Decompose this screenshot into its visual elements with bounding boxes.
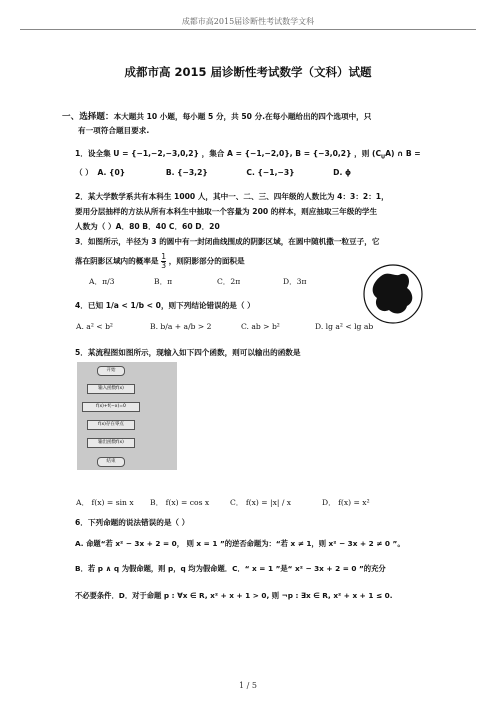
q3-option-a: A．π/3 bbox=[89, 277, 115, 286]
q5-option-c: C． f(x) = |x| / x bbox=[230, 498, 292, 507]
q1-stem bbox=[75, 148, 421, 161]
q3-line2 bbox=[75, 253, 245, 270]
q6-stem: 6．下列命题的说法错误的是（ ） bbox=[75, 518, 190, 527]
q1-option-c: C. {−1,−3} bbox=[246, 168, 295, 177]
q3-line1: 3．如图所示，半径为 3 的圆中有一封闭曲线围成的阴影区域，在圆中随机撒一粒豆子，它 bbox=[75, 237, 380, 246]
q4-option-b: B. b/a + a/b > 2 bbox=[150, 322, 212, 331]
q5-stem: 5．某流程图如图所示，现输入如下四个函数，则可以输出的函数是 bbox=[75, 348, 301, 357]
q4-option-c: C. ab > b² bbox=[241, 322, 280, 331]
q1-option-a: A. {0} bbox=[97, 168, 126, 177]
section1-line1 bbox=[62, 110, 371, 122]
q1-sub: U bbox=[381, 154, 386, 161]
q5-option-d: D． f(x) = x² bbox=[322, 498, 370, 507]
q4-option-a: A. a² < b² bbox=[76, 322, 113, 331]
q1-text-end: A) ∩ B = bbox=[385, 149, 421, 158]
q6-line-bc: B．若 p ∧ q 为假命题，则 p，q 均为假命题．C．“ x = 1 ”是“ x² − 3x + 2 = 0 ”的充分 bbox=[75, 564, 386, 573]
flow-start: 开始 bbox=[97, 366, 125, 376]
circle-shaded-region-figure bbox=[361, 262, 425, 326]
q3-fraction bbox=[161, 253, 166, 270]
q1-option-b: B. {−3,2} bbox=[165, 168, 208, 177]
flow-end: 结束 bbox=[97, 457, 125, 467]
flowchart-figure bbox=[77, 362, 177, 470]
q1-text: 1．设全集 U = {−1,−2,−3,0,2} ，集合 A = {−1,−2,0}, B = {−3,0,2} ，则 (C bbox=[75, 149, 382, 158]
q6-line-a: A. 命题“若 x² − 3x + 2 = 0， 则 x = 1 ”的逆否命题为：“若 x ≠ 1，则 x² − 3x + 2 ≠ 0 ”。 bbox=[75, 539, 405, 548]
flow-decision-odd: f(x)+f(−x)=0 bbox=[82, 402, 140, 412]
q3-frac-den: 3 bbox=[161, 261, 167, 270]
flow-decision-zero: f(x)存在零点 bbox=[87, 420, 135, 430]
q5-option-a: A． f(x) = sin x bbox=[76, 498, 134, 507]
exam-title: 成都市高 2015 届诊断性考试数学（文科）试题 bbox=[124, 65, 372, 79]
q5-option-b: B． f(x) = cos x bbox=[150, 498, 210, 507]
q1-options bbox=[75, 167, 351, 178]
q2-line2: 要用分层抽样的方法从所有本科生中抽取一个容量为 200 的样本，则应抽取三年级的学生 bbox=[75, 207, 378, 216]
q6-line-d: 不必要条件．D．对于命题 p : ∀x ∈ R, x² + x + 1 > 0, 则 ¬p : ∃x ∈ R, x² + x + 1 ≤ 0. bbox=[75, 591, 393, 600]
q3-text-b: ，则阴影部分的面积是 bbox=[168, 256, 245, 266]
q3-frac-num: 1 bbox=[161, 252, 167, 261]
page-number: 1 / 5 bbox=[239, 681, 257, 690]
q3-option-c: C．2π bbox=[217, 277, 241, 286]
section1-line2: 有一项符合题目要求. bbox=[78, 126, 150, 135]
page-header: 成都市高2015届诊断性考试数学文科 bbox=[181, 17, 315, 26]
q2-line1: 2．某大学数学系共有本科生 1000 人，其中一、二、三、四年级的人数比为 4：3：2：1， bbox=[75, 192, 389, 201]
q4-option-d: D. lg a² < lg ab bbox=[315, 322, 374, 331]
q1-option-d: D. ϕ bbox=[333, 168, 352, 177]
section1-desc: 本大题共 10 小题，每小题 5 分，共 50 分.在每小题给出的四个选项中，只 bbox=[113, 112, 372, 121]
q1-paren: （ ） bbox=[75, 168, 93, 177]
q2-line3: 人数为（ ）A．80 B．40 C．60 D．20 bbox=[75, 222, 220, 231]
q3-text-a: 落在阴影区域内的概率是 bbox=[75, 256, 159, 266]
header-rule bbox=[20, 29, 476, 30]
flow-output: 输出函数f(x) bbox=[87, 438, 135, 448]
section1-heading: 一、选择题： bbox=[62, 112, 114, 122]
flow-input: 输入函数f(x) bbox=[87, 384, 135, 394]
q3-option-d: D．3π bbox=[283, 277, 307, 286]
q4-stem: 4．已知 1/a < 1/b < 0，则下列结论错误的是（ ） bbox=[75, 301, 255, 310]
q3-option-b: B．π bbox=[154, 277, 173, 286]
